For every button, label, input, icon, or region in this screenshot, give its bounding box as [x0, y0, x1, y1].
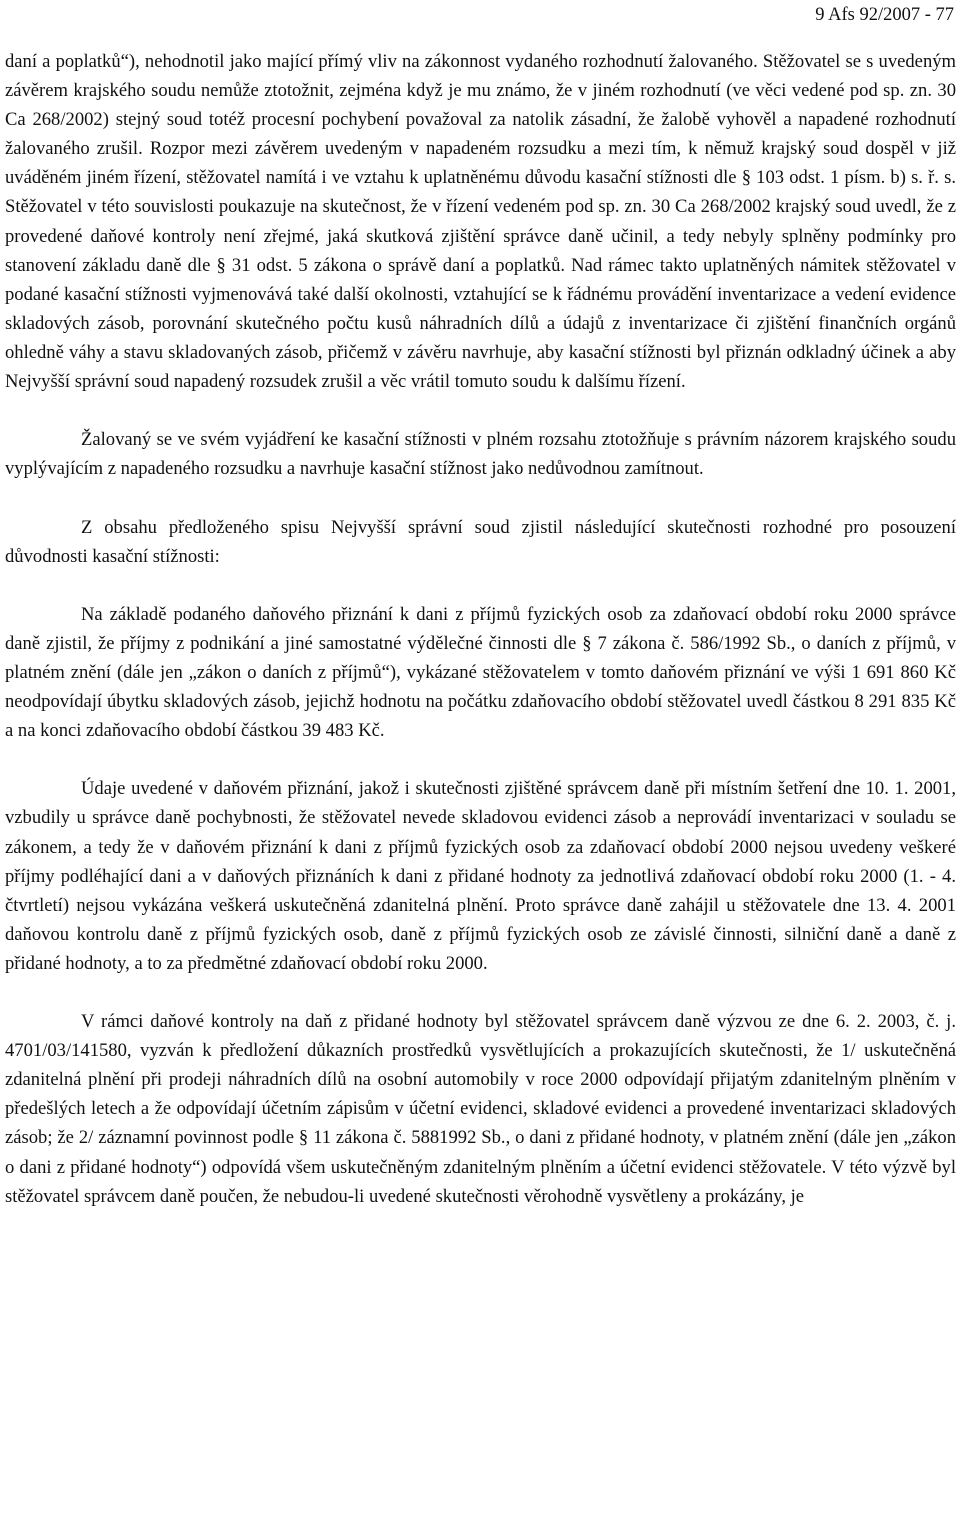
paragraph-continuation: daní a poplatků“), nehodnotil jako mající přímý vliv na zákonnost vydaného rozhodnutí žalovaného. Stěžovatel se s uvedeným závěrem krajského soudu nemůže ztotožnit, zejména když je mu známo, že v jiném rozhodnutí (ve věci vedené pod sp. zn. 30 Ca 268/2002) stejný soud totéž procesní pochybení považoval za natolik zásadní, že žalobě vyhověl a napadené rozhodnutí žalovaného zrušil. Rozpor mezi závěrem uvedeným v napadeném rozsudku a mezi tím, k němuž krajský soud dospěl v již uváděném jiném řízení, stěžovatel namítá i ve vztahu k uplatněnému důvodu kasační stížnosti dle § 103 odst. 1 písm. b) s. ř. s. Stěžovatel v této souvislosti poukazuje na skutečnost, že v řízení vedeném pod sp. zn. 30 Ca 268/2002 krajský soud uvedl, že z provedené daňové kontroly není zřejmé, jaká skutková zjištění správce daně učinil, a tedy nebyly splněny podmínky pro stanovení základu daně dle § 31 odst. 5 zákona o správě daní a poplatků. Nad rámec takto uplatněných námitek stěžovatel v podané kasační stížnosti vyjmenovává také další okolnosti, vztahující se k řádnému provádění inventarizace a vedení evidence skladových zásob, porovnání skutečného počtu kusů náhradních dílů a údajů z inventarizace či zjištění finančních orgánů ohledně váhy a stavu skladovaných zásob, přičemž v závěru navrhuje, aby kasační stížnosti byl přiznán odkladný účinek a aby Nejvyšší správní soud napadený rozsudek zrušil a věc vrátil tomuto soudu k dalšímu řízení. — [5, 51, 956, 393]
paragraph-tax-return: Na základě podaného daňového přiznání k dani z příjmů fyzických osob za zdaňovací období roku 2000 správce daně zjistil, že příjmy z podnikání a jiné samostatné výdělečné činnosti dle § 7 zákona č. 586/1992 Sb., o daních z příjmů, v platném znění (dále jen „zákon o daních z příjmů“), vykázané stěžovatelem v tomto daňovém přiznání ve výši 1 691 860 Kč neodpovídají úbytku skladových zásob, jejichž hodnotu na počátku zdaňovacího období stěžovatel uvedl částkou 8 291 835 Kč a na konci zdaňovacího období částkou 39 483 Kč. — [5, 603, 956, 742]
paragraph-tax-inspection: Údaje uvedené v daňovém přiznání, jakož i skutečnosti zjištěné správcem daně při místním šetření dne 10. 1. 2001, vzbudily u správce daně pochybnosti, že stěžovatel nevede skladovou evidenci zásob a neprovádí inventarizaci v souladu se zákonem, a tedy že v daňovém přiznání k dani z příjmů fyzických osob za zdaňovací období 2000 nejsou uvedeny veškeré příjmy podléhající dani a v daňových přiznáních k dani z přidané hodnoty za jednotlivá zdaňovací období roku 2000 (1. - 4. čtvrtletí) nejsou vykázána veškerá uskutečněná zdanitelná plnění. Proto správce daně zahájil u stěžovatele dne 13. 4. 2001 daňovou kontrolu daně z příjmů fyzických osob, daně z příjmů fyzických osob ze závislé činnosti, silniční daně a daně z přidané hodnoty, a to za předmětné zdaňovací období roku 2000. — [5, 778, 956, 974]
page-header-case-reference: 9 Afs 92/2007 - 77 — [815, 5, 954, 25]
paragraph-vat-inspection: V rámci daňové kontroly na daň z přidané hodnoty byl stěžovatel správcem daně výzvou ze dne 6. 2. 2003, č. j. 4701/03/141580, vyzván k předložení důkazních prostředků vysvětlujících a prokazujících skutečnosti, že 1/ uskutečněná zdanitelná plnění při prodeji náhradních dílů na osobní automobily v roce 2000 odpovídají přijatým zdanitelným plněním v předešlých letech a že odpovídají účetním zápisům v účetní evidenci, skladové evidenci a provedené inventarizaci skladových zásob; že 2/ záznamní povinnost podle § 11 zákona č. 5881992 Sb., o dani z přidané hodnoty, v platném znění (dále jen „zákon o dani z přidané hodnoty“) odpovídá všem uskutečněným zdanitelným plněním a účetní evidenci stěžovatele. V této výzvě byl stěžovatel správcem daně poučen, že nebudou-li uvedené skutečnosti věrohodně vysvětleny a prokázány, je — [5, 1011, 956, 1207]
document-body — [5, 47, 956, 1211]
paragraph-respondent-statement: Žalovaný se ve svém vyjádření ke kasační stížnosti v plném rozsahu ztotožňuje s právním názorem krajského soudu vyplývajícím z napadeného rozsudku a navrhuje kasační stížnost jako nedůvodnou zamítnout. — [5, 429, 956, 480]
paragraph-court-findings-intro: Z obsahu předloženého spisu Nejvyšší správní soud zjistil následující skutečnosti rozhodné pro posouzení důvodnosti kasační stížnosti: — [5, 516, 956, 567]
